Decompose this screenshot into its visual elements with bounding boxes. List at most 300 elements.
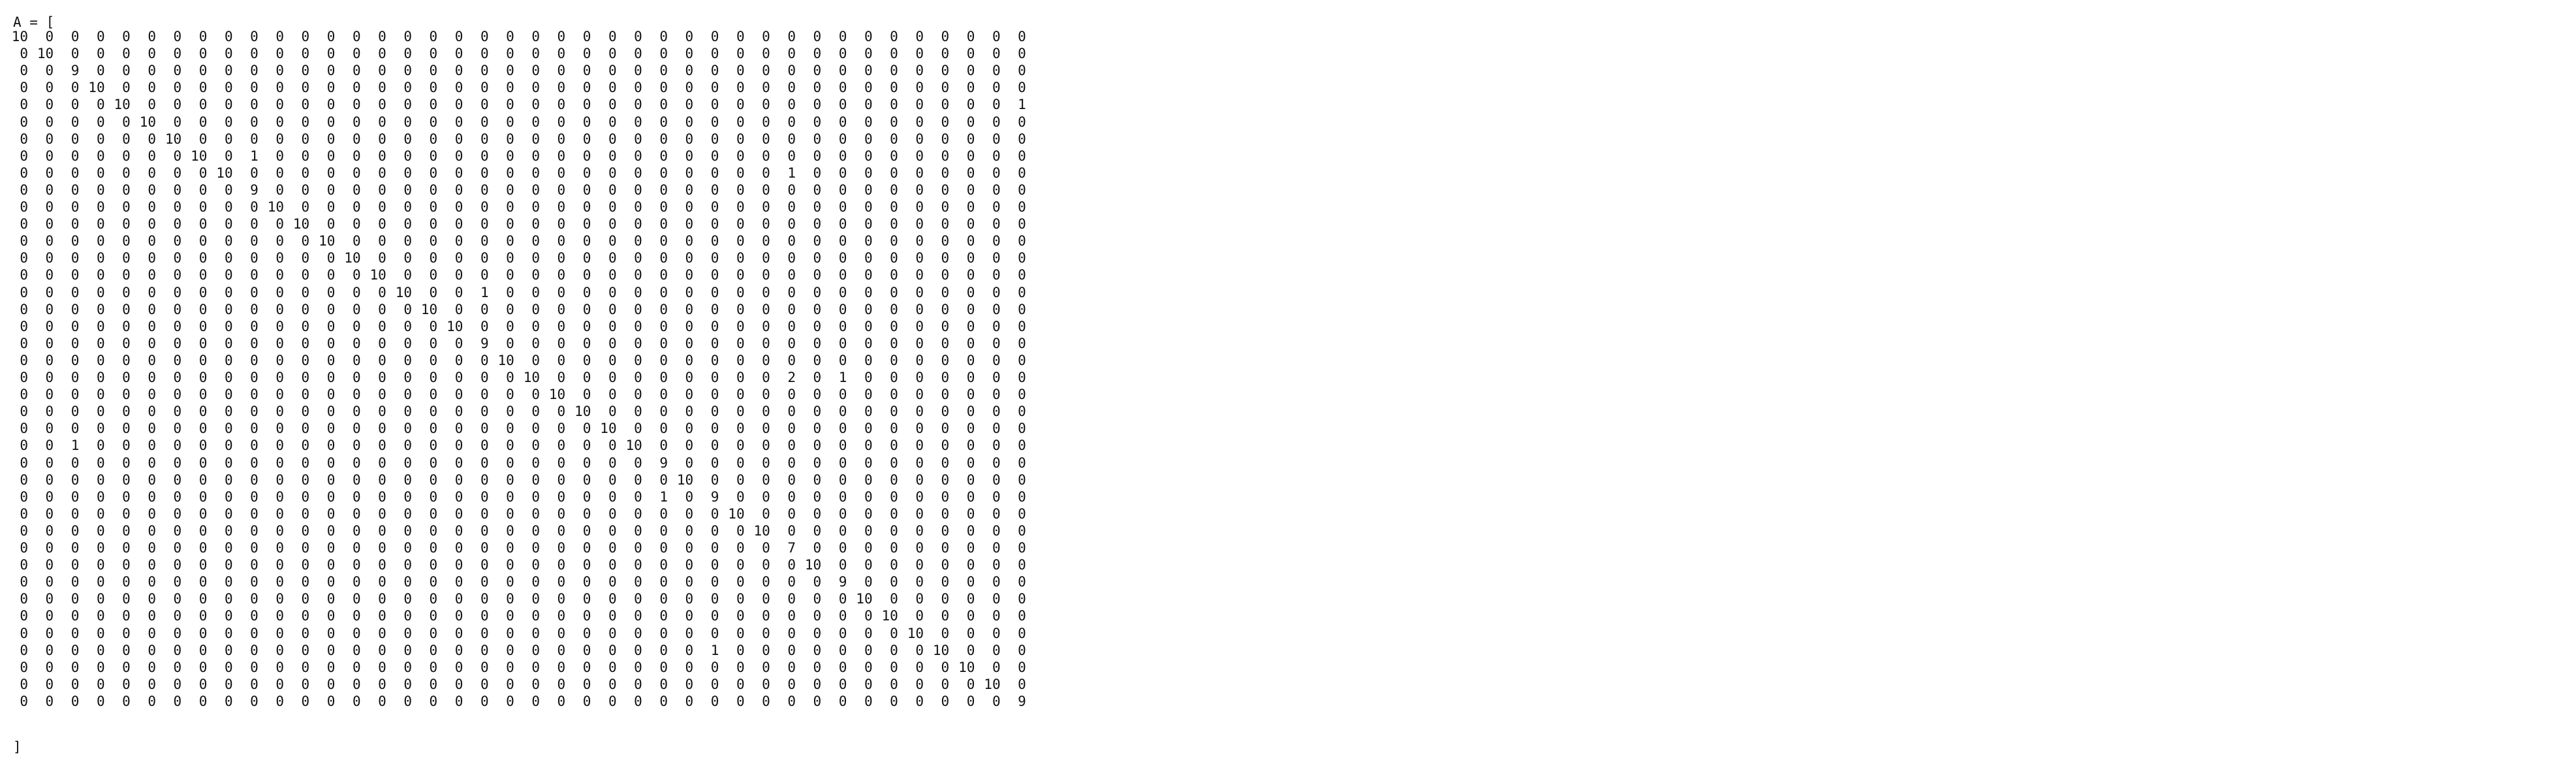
matrix-cell: 0 bbox=[685, 352, 694, 368]
matrix-cell: 0 bbox=[301, 233, 310, 249]
matrix-cell: 0 bbox=[198, 301, 208, 317]
matrix-cell: 0 bbox=[198, 97, 208, 113]
matrix-cell: 0 bbox=[148, 370, 156, 385]
matrix-cell: 0 bbox=[608, 659, 617, 675]
matrix-cell: 0 bbox=[480, 404, 489, 420]
matrix-cell: 0 bbox=[326, 267, 336, 283]
matrix-cell: 0 bbox=[762, 488, 770, 505]
matrix-cell: 0 bbox=[634, 522, 642, 539]
matrix-cell: 0 bbox=[429, 591, 438, 607]
matrix-cell: 0 bbox=[45, 80, 54, 96]
matrix-cell: 0 bbox=[966, 625, 975, 641]
matrix-cell: 0 bbox=[429, 63, 438, 79]
matrix-cell: 0 bbox=[992, 591, 1001, 607]
matrix-cell: 0 bbox=[531, 250, 540, 266]
matrix-cell: 0 bbox=[224, 693, 233, 709]
matrix-cell: 0 bbox=[403, 642, 412, 658]
matrix-cell: 0 bbox=[608, 370, 617, 385]
matrix-cell: 0 bbox=[378, 284, 386, 300]
matrix-cell: 0 bbox=[301, 387, 310, 403]
matrix-cell: 0 bbox=[813, 608, 822, 624]
matrix-cell: 0 bbox=[736, 114, 745, 130]
matrix-cell: 0 bbox=[941, 114, 950, 130]
matrix-cell: 0 bbox=[915, 387, 924, 403]
matrix-cell: 0 bbox=[813, 421, 822, 437]
matrix-cell: 0 bbox=[915, 488, 924, 505]
matrix-cell: 0 bbox=[864, 642, 873, 658]
matrix-cell: 0 bbox=[736, 370, 745, 385]
matrix-cell: 0 bbox=[557, 370, 566, 385]
matrix-cell: 0 bbox=[992, 438, 1001, 454]
matrix-cell: 0 bbox=[582, 421, 591, 437]
matrix-cell: 0 bbox=[301, 80, 310, 96]
matrix-cell: 0 bbox=[557, 250, 566, 266]
matrix-cell: 0 bbox=[45, 608, 54, 624]
matrix-cell: 0 bbox=[403, 301, 412, 317]
matrix-cell: 0 bbox=[762, 591, 770, 607]
matrix-cell: 0 bbox=[762, 574, 770, 590]
matrix-cell: 0 bbox=[736, 659, 745, 675]
matrix-cell: 0 bbox=[454, 455, 463, 471]
matrix-cell: 0 bbox=[787, 216, 796, 232]
matrix-cell: 0 bbox=[710, 80, 719, 96]
matrix-cell: 0 bbox=[710, 233, 719, 249]
matrix-cell: 0 bbox=[148, 352, 156, 368]
matrix-cell: 0 bbox=[250, 591, 259, 607]
matrix-cell: 0 bbox=[992, 522, 1001, 539]
matrix-cell: 0 bbox=[71, 659, 80, 675]
matrix-cell: 0 bbox=[275, 540, 284, 556]
matrix-cell: 0 bbox=[1018, 370, 1026, 385]
matrix-cell: 0 bbox=[71, 267, 80, 283]
matrix-cell: 0 bbox=[20, 370, 28, 385]
matrix-cell: 0 bbox=[659, 63, 668, 79]
matrix-cell: 0 bbox=[966, 693, 975, 709]
matrix-cell: 0 bbox=[864, 301, 873, 317]
matrix-cell: 0 bbox=[122, 216, 131, 232]
matrix-cell: 0 bbox=[915, 421, 924, 437]
matrix-cell: 0 bbox=[506, 522, 514, 539]
matrix-cell: 0 bbox=[250, 63, 259, 79]
matrix-cell: 0 bbox=[736, 693, 745, 709]
matrix-cell: 0 bbox=[275, 421, 284, 437]
matrix-cell: 0 bbox=[890, 455, 898, 471]
matrix-cell: 0 bbox=[736, 471, 745, 488]
matrix-cell: 0 bbox=[250, 574, 259, 590]
matrix-cell: 0 bbox=[966, 148, 975, 164]
matrix-cell: 0 bbox=[352, 488, 361, 505]
matrix-cell: 0 bbox=[275, 574, 284, 590]
matrix-cell: 0 bbox=[173, 522, 182, 539]
matrix-cell: 0 bbox=[71, 557, 80, 573]
matrix-cell: 0 bbox=[941, 540, 950, 556]
matrix-cell: 0 bbox=[250, 335, 259, 351]
matrix-cell: 0 bbox=[915, 370, 924, 385]
matrix-cell: 0 bbox=[250, 216, 259, 232]
matrix-cell: 0 bbox=[582, 165, 591, 181]
matrix-cell: 0 bbox=[838, 182, 847, 198]
matrix-cell: 0 bbox=[838, 438, 847, 454]
matrix-footer: ] bbox=[13, 739, 22, 755]
matrix-cell: 0 bbox=[224, 505, 233, 522]
matrix-cell: 0 bbox=[122, 165, 131, 181]
matrix-cell: 0 bbox=[685, 693, 694, 709]
matrix-cell: 0 bbox=[506, 97, 514, 113]
matrix-cell: 0 bbox=[762, 404, 770, 420]
matrix-cell: 0 bbox=[378, 318, 386, 334]
matrix-cell: 0 bbox=[813, 659, 822, 675]
matrix-cell: 0 bbox=[634, 505, 642, 522]
matrix-cell: 0 bbox=[326, 131, 336, 147]
matrix-cell: 0 bbox=[685, 114, 694, 130]
matrix-cell: 0 bbox=[762, 318, 770, 334]
matrix-cell: 0 bbox=[582, 659, 591, 675]
matrix-cell: 0 bbox=[813, 488, 822, 505]
matrix-cell: 0 bbox=[710, 421, 719, 437]
matrix-cell: 0 bbox=[454, 693, 463, 709]
matrix-cell: 0 bbox=[173, 693, 182, 709]
matrix-cell: 0 bbox=[838, 591, 847, 607]
matrix-cell: 0 bbox=[173, 591, 182, 607]
matrix-cell: 0 bbox=[148, 522, 156, 539]
matrix-cell: 0 bbox=[96, 455, 105, 471]
matrix-cell: 0 bbox=[582, 574, 591, 590]
matrix-cell: 0 bbox=[454, 370, 463, 385]
matrix-cell: 0 bbox=[710, 505, 719, 522]
matrix-cell: 0 bbox=[915, 114, 924, 130]
matrix-cell: 0 bbox=[1018, 438, 1026, 454]
matrix-cell: 0 bbox=[634, 591, 642, 607]
matrix-cell: 0 bbox=[557, 404, 566, 420]
matrix-cell: 0 bbox=[992, 199, 1001, 215]
matrix-cell: 0 bbox=[992, 352, 1001, 368]
matrix-cell: 10 bbox=[11, 29, 28, 44]
matrix-cell: 0 bbox=[966, 284, 975, 300]
matrix-cell: 0 bbox=[992, 29, 1001, 44]
matrix-cell: 0 bbox=[838, 267, 847, 283]
matrix-cell: 0 bbox=[173, 301, 182, 317]
matrix-cell: 0 bbox=[762, 676, 770, 692]
matrix-cell: 0 bbox=[762, 659, 770, 675]
matrix-cell: 0 bbox=[198, 557, 208, 573]
matrix-cell: 0 bbox=[96, 97, 105, 113]
matrix-cell: 0 bbox=[250, 608, 259, 624]
matrix-cell: 1 bbox=[659, 488, 668, 505]
matrix-cell: 0 bbox=[301, 591, 310, 607]
matrix-cell: 0 bbox=[454, 659, 463, 675]
matrix-cell: 0 bbox=[557, 352, 566, 368]
matrix-cell: 0 bbox=[659, 284, 668, 300]
matrix-cell: 0 bbox=[480, 80, 489, 96]
matrix-cell: 0 bbox=[659, 131, 668, 147]
matrix-cell: 0 bbox=[941, 387, 950, 403]
matrix-cell: 0 bbox=[20, 455, 28, 471]
matrix-cell: 0 bbox=[173, 318, 182, 334]
matrix-cell: 0 bbox=[915, 455, 924, 471]
matrix-cell: 0 bbox=[941, 370, 950, 385]
matrix-cell: 0 bbox=[736, 455, 745, 471]
matrix-cell: 0 bbox=[787, 97, 796, 113]
matrix-cell: 0 bbox=[915, 505, 924, 522]
matrix-cell: 0 bbox=[582, 455, 591, 471]
matrix-cell: 0 bbox=[148, 335, 156, 351]
matrix-cell: 0 bbox=[352, 642, 361, 658]
matrix-cell: 0 bbox=[454, 557, 463, 573]
matrix-cell: 0 bbox=[685, 148, 694, 164]
matrix-cell: 0 bbox=[864, 165, 873, 181]
matrix-cell: 0 bbox=[608, 608, 617, 624]
matrix-cell: 0 bbox=[787, 642, 796, 658]
matrix-cell: 0 bbox=[378, 421, 386, 437]
matrix-cell: 0 bbox=[275, 80, 284, 96]
matrix-cell: 0 bbox=[659, 591, 668, 607]
matrix-cell: 0 bbox=[250, 471, 259, 488]
matrix-cell: 10 bbox=[216, 165, 233, 181]
matrix-cell: 0 bbox=[173, 608, 182, 624]
matrix-cell: 0 bbox=[224, 80, 233, 96]
matrix-cell: 0 bbox=[710, 591, 719, 607]
matrix-cell: 0 bbox=[71, 642, 80, 658]
matrix-cell: 0 bbox=[941, 591, 950, 607]
matrix-cell: 0 bbox=[966, 165, 975, 181]
matrix-cell: 0 bbox=[454, 148, 463, 164]
matrix-cell: 0 bbox=[787, 301, 796, 317]
matrix-cell: 0 bbox=[685, 267, 694, 283]
matrix-cell: 0 bbox=[198, 199, 208, 215]
matrix-cell: 0 bbox=[378, 471, 386, 488]
matrix-cell: 0 bbox=[1018, 148, 1026, 164]
matrix-cell: 0 bbox=[71, 301, 80, 317]
matrix-cell: 0 bbox=[122, 625, 131, 641]
matrix-cell: 0 bbox=[45, 301, 54, 317]
matrix-cell: 10 bbox=[625, 438, 642, 454]
matrix-cell: 0 bbox=[915, 659, 924, 675]
matrix-cell: 0 bbox=[864, 46, 873, 62]
matrix-cell: 0 bbox=[96, 63, 105, 79]
matrix-cell: 0 bbox=[762, 608, 770, 624]
matrix-cell: 0 bbox=[352, 438, 361, 454]
matrix-cell: 0 bbox=[45, 387, 54, 403]
matrix-cell: 0 bbox=[250, 114, 259, 130]
matrix-cell: 0 bbox=[787, 488, 796, 505]
matrix-cell: 0 bbox=[659, 46, 668, 62]
matrix-cell: 0 bbox=[966, 574, 975, 590]
matrix-cell: 0 bbox=[634, 404, 642, 420]
matrix-cell: 0 bbox=[838, 97, 847, 113]
matrix-cell: 0 bbox=[608, 505, 617, 522]
matrix-cell: 0 bbox=[992, 404, 1001, 420]
matrix-cell: 0 bbox=[941, 676, 950, 692]
matrix-cell: 0 bbox=[71, 131, 80, 147]
matrix-cell: 0 bbox=[838, 387, 847, 403]
matrix-cell: 0 bbox=[480, 438, 489, 454]
matrix-cell: 0 bbox=[941, 46, 950, 62]
matrix-cell: 0 bbox=[20, 335, 28, 351]
matrix-cell: 0 bbox=[915, 693, 924, 709]
matrix-cell: 0 bbox=[941, 250, 950, 266]
matrix-cell: 0 bbox=[173, 370, 182, 385]
matrix-cell: 0 bbox=[96, 574, 105, 590]
matrix-cell: 0 bbox=[429, 267, 438, 283]
matrix-cell: 0 bbox=[352, 370, 361, 385]
matrix-cell: 1 bbox=[250, 148, 259, 164]
matrix-cell: 0 bbox=[506, 438, 514, 454]
matrix-cell: 0 bbox=[71, 46, 80, 62]
matrix-cell: 0 bbox=[890, 267, 898, 283]
matrix-cell: 0 bbox=[736, 63, 745, 79]
matrix-cell: 0 bbox=[198, 80, 208, 96]
matrix-cell: 0 bbox=[1018, 182, 1026, 198]
matrix-cell: 0 bbox=[890, 693, 898, 709]
matrix-cell: 0 bbox=[301, 505, 310, 522]
matrix-cell: 0 bbox=[710, 693, 719, 709]
matrix-cell: 0 bbox=[45, 29, 54, 44]
matrix-cell: 0 bbox=[966, 540, 975, 556]
matrix-cell: 0 bbox=[429, 318, 438, 334]
matrix-cell: 0 bbox=[557, 318, 566, 334]
matrix-cell: 0 bbox=[403, 488, 412, 505]
matrix-cell: 0 bbox=[506, 29, 514, 44]
matrix-cell: 0 bbox=[173, 80, 182, 96]
matrix-cell: 0 bbox=[659, 693, 668, 709]
matrix-cell: 0 bbox=[710, 625, 719, 641]
matrix-cell: 0 bbox=[378, 693, 386, 709]
matrix-cell: 0 bbox=[659, 97, 668, 113]
matrix-cell: 0 bbox=[531, 421, 540, 437]
matrix-cell: 0 bbox=[480, 29, 489, 44]
matrix-cell: 0 bbox=[531, 505, 540, 522]
matrix-cell: 0 bbox=[45, 318, 54, 334]
matrix-cell: 0 bbox=[480, 233, 489, 249]
matrix-cell: 0 bbox=[301, 608, 310, 624]
matrix-cell: 0 bbox=[250, 404, 259, 420]
matrix-cell: 0 bbox=[838, 63, 847, 79]
matrix-cell: 0 bbox=[557, 659, 566, 675]
matrix-cell: 0 bbox=[941, 557, 950, 573]
matrix-cell: 0 bbox=[224, 625, 233, 641]
matrix-cell: 0 bbox=[813, 404, 822, 420]
matrix-cell: 0 bbox=[378, 131, 386, 147]
matrix-cell: 0 bbox=[582, 370, 591, 385]
matrix-cell: 0 bbox=[224, 455, 233, 471]
matrix-cell: 0 bbox=[736, 625, 745, 641]
matrix-cell: 0 bbox=[71, 318, 80, 334]
matrix-cell: 0 bbox=[966, 642, 975, 658]
matrix-cell: 0 bbox=[326, 574, 336, 590]
matrix-cell: 0 bbox=[352, 301, 361, 317]
matrix-cell: 0 bbox=[787, 250, 796, 266]
matrix-cell: 0 bbox=[736, 284, 745, 300]
matrix-cell: 0 bbox=[864, 540, 873, 556]
matrix-cell: 0 bbox=[148, 165, 156, 181]
matrix-cell: 0 bbox=[890, 370, 898, 385]
matrix-cell: 0 bbox=[96, 642, 105, 658]
matrix-cell: 0 bbox=[148, 574, 156, 590]
matrix-cell: 0 bbox=[454, 335, 463, 351]
matrix-cell: 0 bbox=[480, 352, 489, 368]
matrix-cell: 0 bbox=[966, 421, 975, 437]
matrix-cell: 0 bbox=[352, 625, 361, 641]
matrix-cell: 0 bbox=[378, 642, 386, 658]
matrix-cell: 0 bbox=[557, 642, 566, 658]
matrix-cell: 0 bbox=[45, 471, 54, 488]
matrix-cell: 0 bbox=[710, 608, 719, 624]
matrix-cell: 0 bbox=[301, 114, 310, 130]
matrix-cell: 0 bbox=[454, 267, 463, 283]
matrix-cell: 0 bbox=[864, 114, 873, 130]
matrix-cell: 10 bbox=[548, 387, 566, 403]
matrix-cell: 0 bbox=[403, 352, 412, 368]
matrix-cell: 0 bbox=[685, 165, 694, 181]
matrix-cell: 0 bbox=[557, 557, 566, 573]
matrix-cell: 0 bbox=[659, 421, 668, 437]
matrix-cell: 0 bbox=[864, 284, 873, 300]
matrix-cell: 0 bbox=[378, 335, 386, 351]
matrix-cell: 0 bbox=[506, 301, 514, 317]
matrix-cell: 0 bbox=[864, 608, 873, 624]
matrix-cell: 0 bbox=[557, 591, 566, 607]
matrix-cell: 0 bbox=[96, 131, 105, 147]
matrix-cell: 0 bbox=[148, 250, 156, 266]
matrix-cell: 0 bbox=[813, 131, 822, 147]
matrix-cell: 0 bbox=[787, 608, 796, 624]
matrix-cell: 0 bbox=[224, 352, 233, 368]
matrix-cell: 0 bbox=[122, 250, 131, 266]
matrix-cell: 0 bbox=[378, 250, 386, 266]
matrix-cell: 0 bbox=[250, 199, 259, 215]
matrix-cell: 0 bbox=[301, 29, 310, 44]
matrix-cell: 0 bbox=[915, 318, 924, 334]
matrix-cell: 0 bbox=[608, 335, 617, 351]
matrix-cell: 0 bbox=[966, 114, 975, 130]
matrix-cell: 0 bbox=[454, 387, 463, 403]
matrix-cell: 0 bbox=[122, 540, 131, 556]
matrix-cell: 0 bbox=[122, 488, 131, 505]
matrix-cell: 0 bbox=[198, 522, 208, 539]
matrix-cell: 0 bbox=[275, 267, 284, 283]
matrix-cell: 0 bbox=[787, 455, 796, 471]
matrix-cell: 0 bbox=[20, 625, 28, 641]
matrix-cell: 0 bbox=[992, 488, 1001, 505]
matrix-cell: 0 bbox=[634, 63, 642, 79]
matrix-cell: 0 bbox=[531, 182, 540, 198]
matrix-cell: 0 bbox=[531, 165, 540, 181]
matrix-cell: 0 bbox=[429, 693, 438, 709]
matrix-cell: 0 bbox=[198, 318, 208, 334]
matrix-cell: 0 bbox=[890, 471, 898, 488]
matrix-cell: 0 bbox=[608, 438, 617, 454]
matrix-cell: 0 bbox=[403, 438, 412, 454]
matrix-cell: 0 bbox=[301, 676, 310, 692]
matrix-cell: 0 bbox=[480, 591, 489, 607]
matrix-cell: 0 bbox=[992, 216, 1001, 232]
matrix-cell: 0 bbox=[582, 114, 591, 130]
matrix-cell: 0 bbox=[378, 676, 386, 692]
matrix-cell: 0 bbox=[736, 97, 745, 113]
matrix-cell: 0 bbox=[838, 352, 847, 368]
matrix-cell: 0 bbox=[557, 131, 566, 147]
matrix-cell: 0 bbox=[506, 387, 514, 403]
matrix-cell: 0 bbox=[557, 165, 566, 181]
matrix-cell: 0 bbox=[608, 267, 617, 283]
matrix-cell: 0 bbox=[557, 182, 566, 198]
matrix-cell: 0 bbox=[148, 471, 156, 488]
matrix-cell: 0 bbox=[736, 199, 745, 215]
matrix-cell: 0 bbox=[301, 438, 310, 454]
matrix-cell: 0 bbox=[454, 488, 463, 505]
matrix-cell: 0 bbox=[224, 438, 233, 454]
matrix-cell: 0 bbox=[352, 574, 361, 590]
